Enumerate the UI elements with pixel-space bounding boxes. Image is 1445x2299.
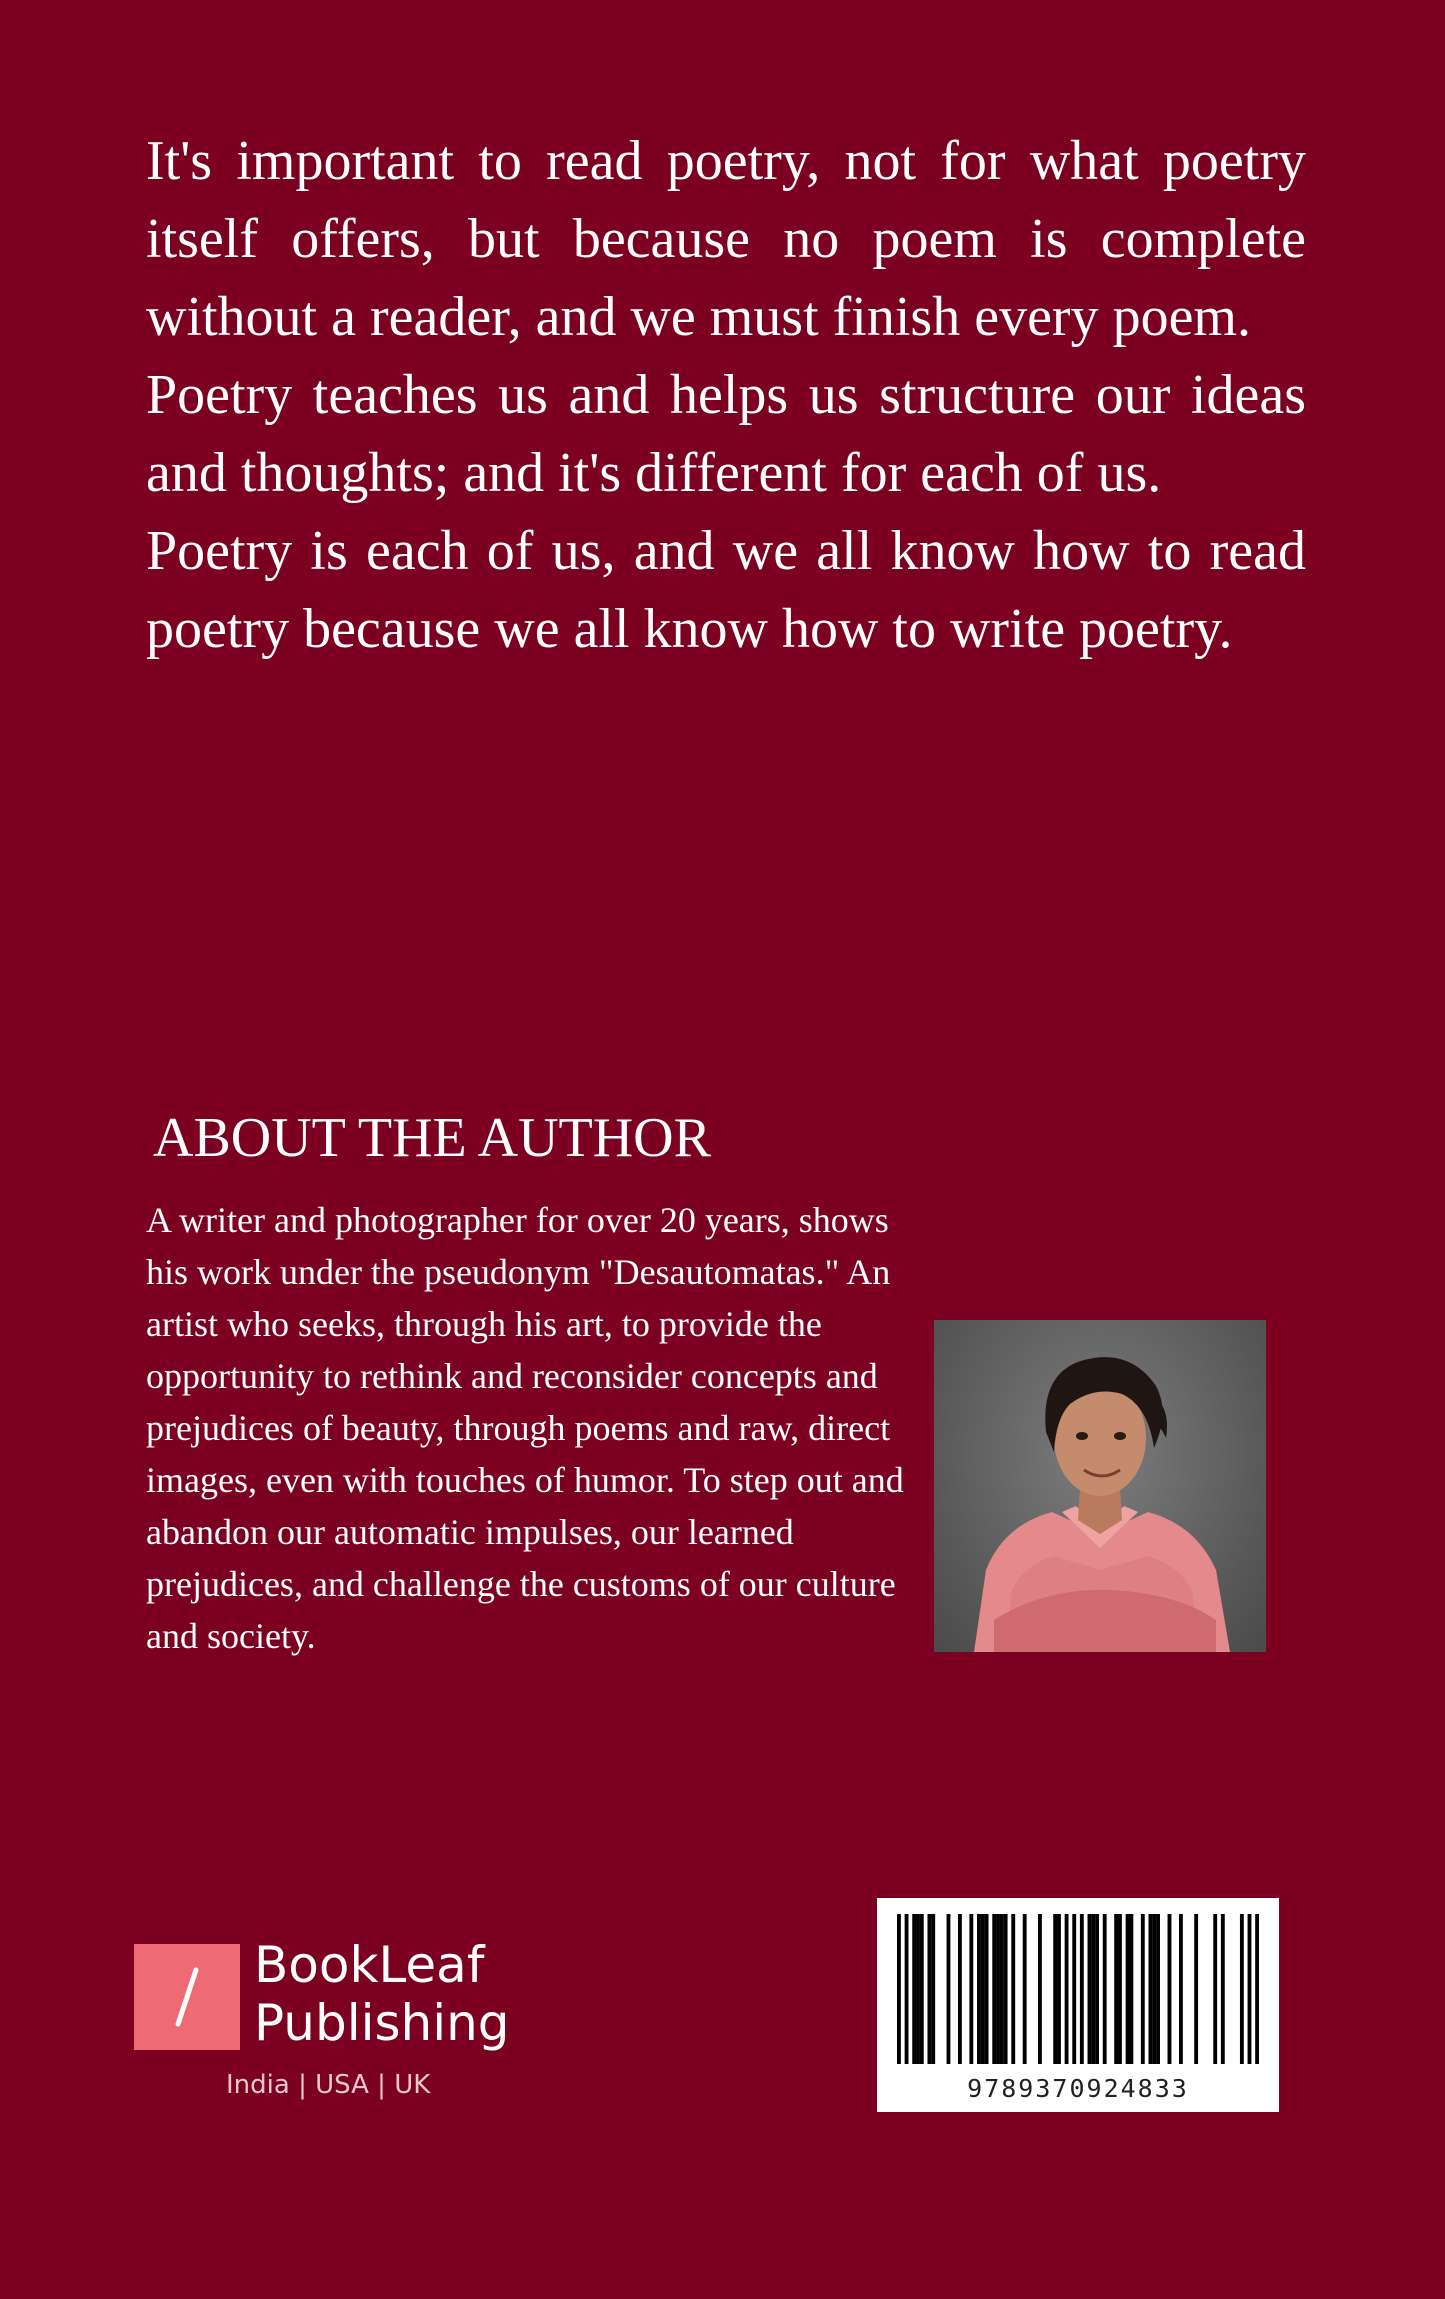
barcode-bar [1221, 1914, 1225, 2064]
barcode-bar [992, 1914, 996, 2064]
publisher-name-line2: Publishing [254, 1994, 510, 2052]
barcode-bar [905, 1914, 909, 2064]
barcode-bars [897, 1914, 1259, 2064]
barcode-bar [985, 1914, 989, 2064]
barcode-bar [1141, 1914, 1145, 2064]
barcode-bar [981, 1914, 985, 2064]
barcode-bar [920, 1914, 924, 2064]
barcode-bar [1095, 1914, 1099, 2064]
barcode-bar [996, 1914, 1000, 2064]
barcode-bar [1152, 1914, 1156, 2064]
about-author-heading: ABOUT THE AUTHOR [153, 1107, 711, 1169]
barcode-bar [931, 1914, 935, 2064]
barcode-bar [1000, 1914, 1004, 2064]
author-photo [934, 1320, 1266, 1652]
barcode-bar [1088, 1914, 1092, 2064]
barcode-bar [927, 1914, 931, 2064]
barcode-bar [1038, 1914, 1042, 2064]
barcode-bar [1023, 1914, 1027, 2064]
barcode-bar [916, 1914, 920, 2064]
barcode-bar [1255, 1914, 1259, 2064]
publisher-logo [134, 1936, 534, 2114]
slash-icon [134, 1944, 240, 2050]
isbn-number: 9789370924833 [967, 2074, 1189, 2103]
barcode-bar [1194, 1914, 1198, 2064]
barcode-bar [1011, 1914, 1015, 2064]
barcode-bar [969, 1914, 973, 2064]
barcode-bar [1240, 1914, 1244, 2064]
barcode-bar [1148, 1914, 1152, 2064]
author-bio: A writer and photographer for over 20 years, shows his work under the pseudonym "Desautomatas." An artist who seeks, through his art, to provide the opportunity to rethink and reconsider concepts and prejudices of beauty, through poems and raw, direct images, even with touches of humor. To step out and abandon our automatic impulses, our learned prejudices, and challenge the customs of our culture and society. [146, 1200, 904, 1656]
barcode-bar [1114, 1914, 1118, 2064]
publisher-name [254, 1936, 510, 2052]
barcode-bar [1103, 1914, 1107, 2064]
barcode-bar [1179, 1914, 1183, 2064]
blurb-paragraph: It's important to read poetry, not for what poetry itself offers, but because no poem is complete without a reader, and we must finish every poem. [146, 130, 1306, 348]
publisher-regions: India | USA | UK [226, 2070, 431, 2100]
isbn-barcode [877, 1898, 1279, 2112]
barcode-bar [977, 1914, 981, 2064]
barcode-bar [1156, 1914, 1160, 2064]
barcode-bar [1004, 1914, 1008, 2064]
barcode-bar [1248, 1914, 1252, 2064]
barcode-bar [912, 1914, 916, 2064]
barcode-bar [1072, 1914, 1076, 2064]
blurb-paragraph: Poetry teaches us and helps us structure our ideas and thoughts; and it's different for each of us. [146, 364, 1306, 504]
barcode-bar [1065, 1914, 1069, 2064]
barcode-bar [897, 1914, 901, 2064]
barcode-bar [1126, 1914, 1130, 2064]
blurb-paragraph: Poetry is each of us, and we all know how to read poetry because we all know how to write poetry. [146, 520, 1306, 660]
back-cover-blurb [146, 122, 1306, 668]
barcode-bar [1213, 1914, 1217, 2064]
barcode-bar [1091, 1914, 1095, 2064]
barcode-bar [947, 1914, 951, 2064]
barcode-bar [1080, 1914, 1084, 2064]
barcode-bar [1129, 1914, 1133, 2064]
barcode-bar [1118, 1914, 1122, 2064]
publisher-name-line1: BookLeaf [254, 1936, 485, 1994]
barcode-bar [1168, 1914, 1172, 2064]
barcode-bar [958, 1914, 962, 2064]
barcode-bar [1053, 1914, 1057, 2064]
barcode-bar [1057, 1914, 1061, 2064]
